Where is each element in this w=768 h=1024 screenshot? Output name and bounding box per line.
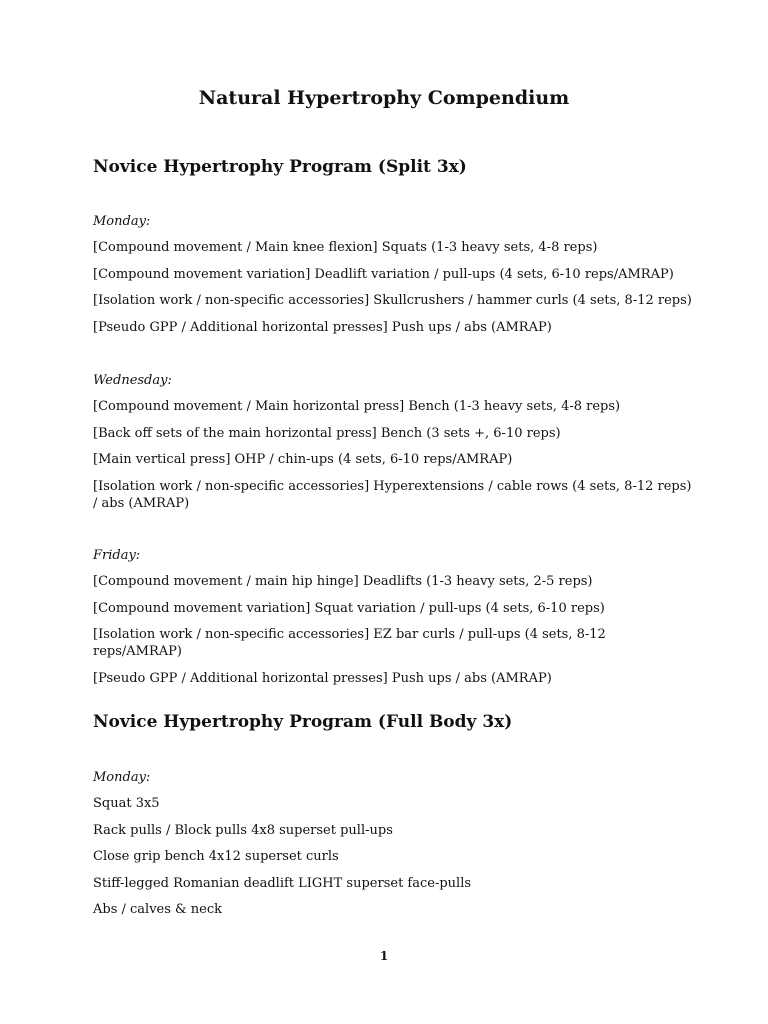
exercise-line: Squat 3x5 — [93, 796, 160, 811]
exercise-line: [Compound movement variation] Deadlift variation / pull-ups (4 sets, 6-10 reps/AMRAP) — [93, 266, 674, 282]
split-friday-section — [93, 547, 693, 696]
full-body-monday-section — [93, 769, 693, 928]
day-label-wednesday: Wednesday: — [93, 373, 172, 388]
day-label-monday: Monday: — [93, 770, 151, 785]
exercise-line: [Compound movement / Main horizontal press] Bench (1-3 heavy sets, 4-8 reps) — [93, 399, 621, 414]
page-number: 1 — [379, 949, 389, 963]
exercise-line: [Isolation work / non-specific accessories] Hyperextensions / cable rows (4 sets, 8-12 reps) / abs (AMRAP) — [93, 478, 692, 511]
day-label-friday: Friday: — [93, 548, 141, 563]
exercise-line: [Isolation work / non-specific accessories] EZ bar curls / pull-ups (4 sets, 8-12 reps/AMRAP) — [93, 627, 606, 660]
split-monday-section — [93, 213, 693, 345]
exercise-line: [Compound movement / Main knee flexion] Squats (1-3 heavy sets, 4-8 reps) — [93, 240, 598, 255]
exercise-line: [Pseudo GPP / Additional horizontal presses] Push ups / abs (AMRAP) — [93, 319, 552, 335]
full-body-program-heading: Novice Hypertrophy Program (Full Body 3x) — [93, 712, 513, 732]
day-label-monday: Monday: — [93, 214, 151, 229]
exercise-line: Abs / calves & neck — [93, 902, 222, 918]
exercise-line: [Main vertical press] OHP / chin-ups (4 sets, 6-10 reps/AMRAP) — [93, 452, 513, 468]
document-title: Natural Hypertrophy Compendium — [198, 87, 570, 109]
exercise-line: [Pseudo GPP / Additional horizontal presses] Push ups / abs (AMRAP) — [93, 670, 552, 686]
exercise-line: Stiff-legged Romanian deadlift LIGHT superset face-pulls — [93, 875, 472, 891]
exercise-line: [Back off sets of the main horizontal press] Bench (3 sets +, 6-10 reps) — [93, 425, 561, 441]
split-wednesday-section — [93, 372, 693, 521]
exercise-line: [Compound movement / main hip hinge] Deadlifts (1-3 heavy sets, 2-5 reps) — [93, 574, 593, 589]
split-program-heading: Novice Hypertrophy Program (Split 3x) — [93, 157, 467, 177]
exercise-line: [Isolation work / non-specific accessories] Skullcrushers / hammer curls (4 sets, 8-12 reps) — [93, 293, 692, 309]
exercise-line: [Compound movement variation] Squat variation / pull-ups (4 sets, 6-10 reps) — [93, 600, 605, 616]
exercise-line: Close grip bench 4x12 superset curls — [93, 849, 339, 865]
exercise-line: Rack pulls / Block pulls 4x8 superset pull-ups — [93, 822, 393, 838]
